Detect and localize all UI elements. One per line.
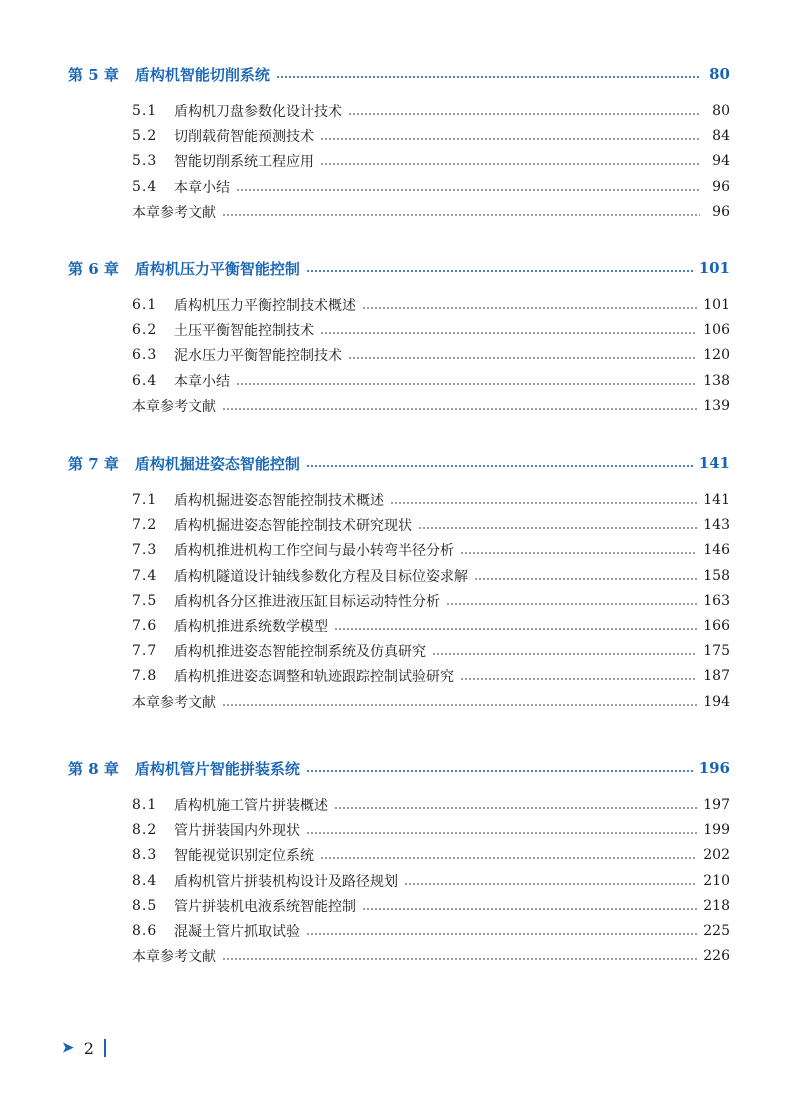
section-page: 138 — [703, 372, 730, 389]
references-page: 139 — [703, 397, 730, 414]
section-title: 盾构机掘进姿态智能控制技术概述 — [174, 493, 384, 509]
section-entry[interactable] — [132, 294, 730, 316]
page-footer — [62, 1036, 106, 1060]
section-number: 6.3 — [132, 347, 158, 364]
references-page: 226 — [703, 948, 730, 965]
section-title: 盾构机推进姿态智能控制系统及仿真研究 — [174, 644, 426, 661]
section-entry[interactable] — [132, 565, 730, 587]
dot-leader — [460, 677, 697, 681]
section-title: 管片拼装机电液系统智能控制 — [174, 898, 356, 915]
section-number: 7.7 — [132, 643, 158, 660]
dot-leader — [404, 882, 697, 886]
section-page: 218 — [703, 897, 730, 914]
section-title: 盾构机管片拼装机构设计及路径规划 — [174, 873, 398, 890]
chapter-title: 盾构机智能切削系统 — [134, 65, 270, 84]
section-page: 101 — [703, 297, 730, 313]
section-entry[interactable] — [132, 319, 730, 341]
dot-leader — [306, 932, 697, 936]
section-page: 158 — [703, 567, 730, 584]
references-page: 96 — [712, 203, 730, 220]
section-entry[interactable] — [132, 489, 730, 511]
chapter-number: 第 6 章 — [68, 259, 119, 278]
references-title: 本章参考文献 — [132, 398, 216, 415]
section-page: 166 — [703, 618, 730, 634]
dot-leader — [320, 331, 697, 335]
chapter-number: 第 5 章 — [68, 65, 119, 84]
arrow-icon: ➤ — [62, 1040, 74, 1056]
section-number: 7.5 — [132, 592, 158, 609]
section-page: 225 — [703, 923, 730, 939]
references-entry[interactable] — [132, 691, 730, 713]
section-page: 141 — [703, 492, 730, 508]
section-title: 盾构机施工管片拼装概述 — [174, 798, 328, 814]
section-entry[interactable] — [132, 920, 730, 942]
section-title: 盾构机刀盘参数化设计技术 — [174, 104, 342, 120]
footer-divider — [104, 1039, 106, 1057]
section-title: 本章小结 — [174, 373, 230, 390]
section-entry[interactable] — [132, 615, 730, 637]
section-number: 5.1 — [132, 103, 158, 119]
references-entry[interactable] — [132, 201, 730, 223]
section-entry[interactable] — [132, 514, 730, 536]
dot-leader — [390, 501, 697, 505]
dot-leader — [320, 162, 700, 166]
section-title: 盾构机压力平衡控制技术概述 — [174, 298, 356, 314]
dot-leader — [276, 75, 700, 79]
chapter-number: 第 8 章 — [68, 759, 119, 778]
section-number: 6.1 — [132, 297, 158, 313]
section-page: 199 — [703, 822, 730, 839]
dot-leader — [222, 213, 700, 217]
section-entry[interactable] — [132, 370, 730, 392]
section-number: 7.6 — [132, 618, 158, 634]
section-title: 盾构机推进姿态调整和轨迹跟踪控制试验研究 — [174, 669, 454, 686]
section-title: 土压平衡智能控制技术 — [174, 323, 314, 340]
dot-leader — [306, 831, 697, 835]
chapter-entry[interactable] — [68, 256, 730, 280]
section-page: 146 — [703, 542, 730, 559]
section-number: 6.4 — [132, 372, 158, 389]
section-entry[interactable] — [132, 176, 730, 198]
dot-leader — [222, 703, 697, 707]
section-number: 7.3 — [132, 542, 158, 559]
section-page: 143 — [703, 517, 730, 534]
section-number: 8.5 — [132, 897, 158, 914]
section-page: 210 — [703, 872, 730, 889]
section-title: 盾构机掘进姿态智能控制技术研究现状 — [174, 518, 412, 535]
section-entry[interactable] — [132, 665, 730, 687]
section-number: 8.3 — [132, 847, 158, 864]
dot-leader — [306, 769, 693, 773]
dot-leader — [306, 464, 693, 468]
dot-leader — [320, 856, 697, 860]
references-title: 本章参考文献 — [132, 949, 216, 966]
section-page: 187 — [703, 668, 730, 685]
section-page: 84 — [712, 128, 730, 145]
section-entry[interactable] — [132, 125, 730, 147]
section-page: 197 — [703, 797, 730, 813]
section-entry[interactable] — [132, 100, 730, 122]
dot-leader — [334, 806, 697, 810]
section-title: 智能切削系统工程应用 — [174, 154, 314, 171]
section-number: 7.2 — [132, 517, 158, 534]
dot-leader — [362, 306, 697, 310]
section-title: 泥水压力平衡智能控制技术 — [174, 348, 342, 365]
dot-leader — [236, 382, 697, 386]
section-title: 本章小结 — [174, 179, 230, 196]
dot-leader — [306, 269, 693, 273]
section-title: 混凝土管片抓取试验 — [174, 924, 300, 940]
dot-leader — [348, 356, 697, 360]
chapter-title: 盾构机管片智能拼装系统 — [134, 759, 300, 778]
section-entry[interactable] — [132, 794, 730, 816]
section-entry[interactable] — [132, 150, 730, 172]
dot-leader — [446, 602, 697, 606]
section-page: 202 — [703, 847, 730, 864]
chapter-page: 80 — [709, 65, 730, 83]
dot-leader — [418, 526, 697, 530]
dot-leader — [460, 551, 697, 555]
section-title: 切削载荷智能预测技术 — [174, 129, 314, 146]
chapter-title: 盾构机压力平衡智能控制 — [134, 259, 300, 278]
section-number: 7.1 — [132, 492, 158, 508]
section-page: 94 — [712, 153, 730, 170]
section-number: 5.2 — [132, 128, 158, 145]
section-title: 盾构机隧道设计轴线参数化方程及目标位姿求解 — [174, 568, 468, 585]
chapter-number: 第 7 章 — [68, 454, 119, 473]
chapter-entry[interactable] — [68, 756, 730, 780]
section-page: 80 — [712, 103, 730, 119]
section-title: 管片拼装国内外现状 — [174, 823, 300, 840]
section-number: 5.4 — [132, 178, 158, 195]
section-number: 7.4 — [132, 567, 158, 584]
dot-leader — [334, 627, 697, 631]
references-entry[interactable] — [132, 945, 730, 967]
references-title: 本章参考文献 — [132, 694, 216, 711]
section-page: 175 — [703, 643, 730, 660]
chapter-page: 141 — [698, 454, 730, 472]
section-page: 163 — [703, 592, 730, 609]
section-entry[interactable] — [132, 640, 730, 662]
section-page: 96 — [712, 178, 730, 195]
section-entry[interactable] — [132, 819, 730, 841]
section-number: 8.6 — [132, 923, 158, 939]
dot-leader — [432, 652, 697, 656]
section-entry[interactable] — [132, 539, 730, 561]
section-page: 120 — [703, 347, 730, 364]
chapter-entry[interactable] — [68, 451, 730, 475]
chapter-entry[interactable] — [68, 62, 730, 86]
section-entry[interactable] — [132, 844, 730, 866]
chapter-page: 196 — [698, 759, 730, 777]
dot-leader — [320, 137, 700, 141]
section-title: 智能视觉识别定位系统 — [174, 848, 314, 865]
section-number: 8.4 — [132, 872, 158, 889]
section-entry[interactable] — [132, 344, 730, 366]
dot-leader — [236, 188, 700, 192]
section-title: 盾构机推进系统数学模型 — [174, 619, 328, 635]
chapter-title: 盾构机掘进姿态智能控制 — [134, 454, 300, 473]
dot-leader — [222, 957, 697, 961]
section-title: 盾构机各分区推进液压缸目标运动特性分析 — [174, 593, 440, 610]
section-title: 盾构机推进机构工作空间与最小转弯半径分析 — [174, 543, 454, 560]
dot-leader — [222, 407, 697, 411]
page-number: 2 — [83, 1038, 94, 1058]
section-number: 5.3 — [132, 153, 158, 170]
section-number: 8.1 — [132, 797, 158, 813]
references-entry[interactable] — [132, 395, 730, 417]
section-number: 6.2 — [132, 322, 158, 339]
references-title: 本章参考文献 — [132, 204, 216, 221]
section-number: 7.8 — [132, 668, 158, 685]
section-number: 8.2 — [132, 822, 158, 839]
dot-leader — [362, 907, 697, 911]
dot-leader — [474, 577, 697, 581]
chapter-page: 101 — [698, 259, 730, 277]
section-entry[interactable] — [132, 870, 730, 892]
references-page: 194 — [703, 693, 730, 710]
dot-leader — [348, 112, 700, 116]
section-entry[interactable] — [132, 895, 730, 917]
section-entry[interactable] — [132, 590, 730, 612]
section-page: 106 — [703, 322, 730, 339]
